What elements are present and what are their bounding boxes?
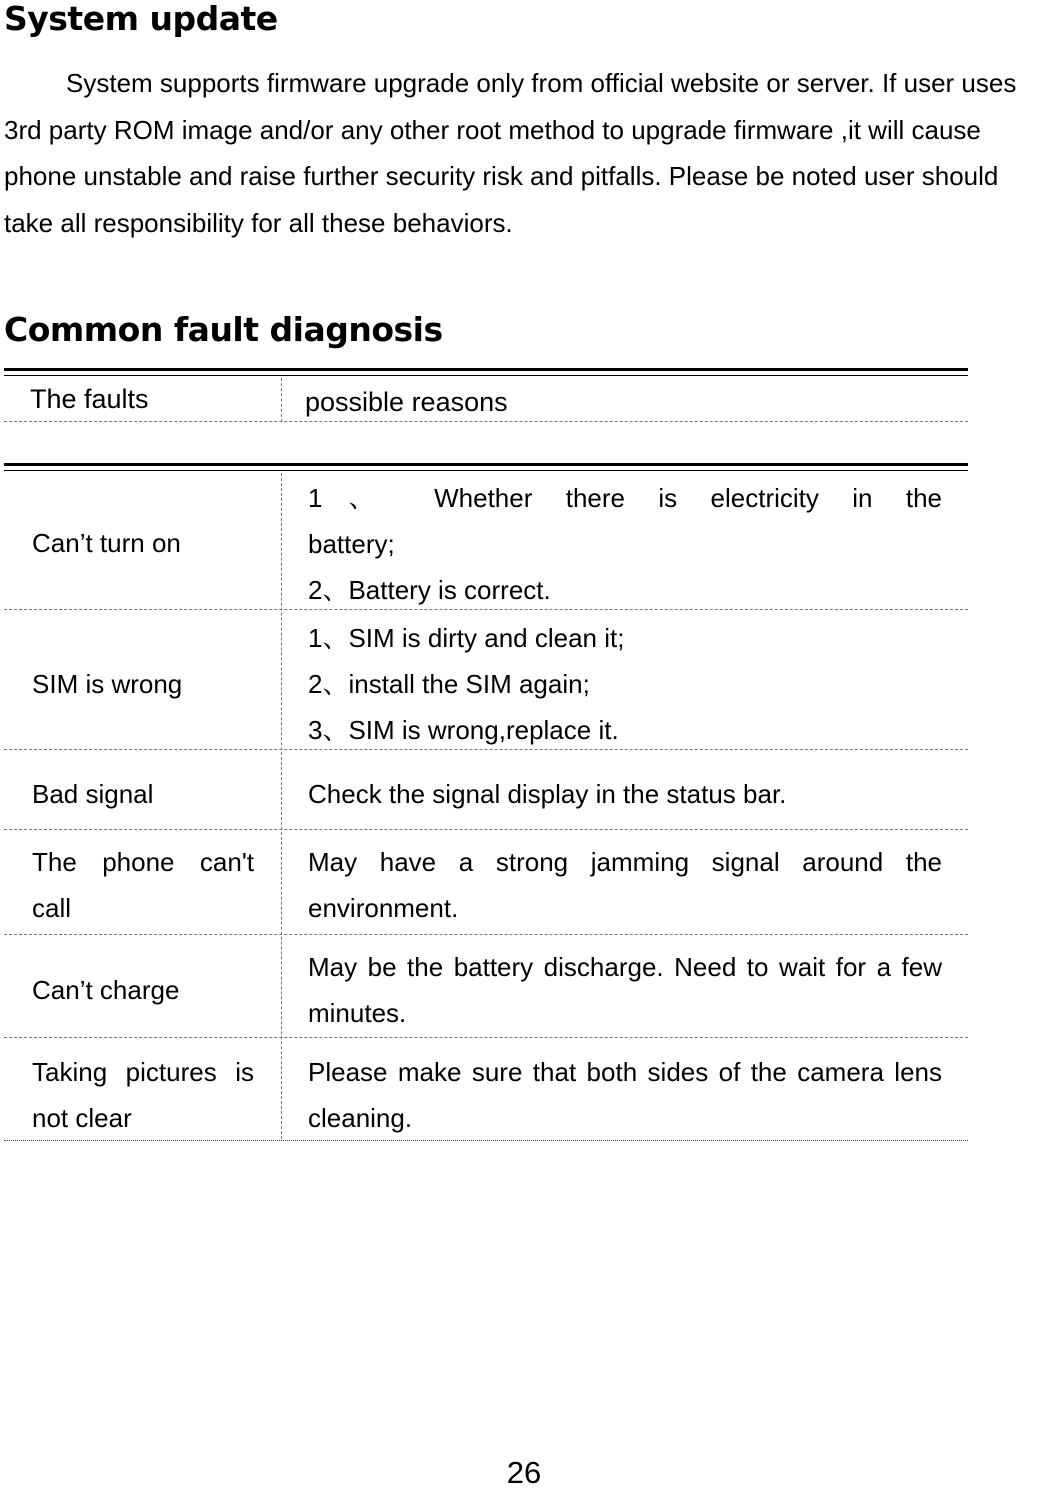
table-row-fault: The phone can't call	[32, 847, 254, 923]
table-row-reasons: 1、 Whether there is electricity in the battery; 2、Battery is correct.	[308, 483, 942, 605]
row-separator	[4, 609, 968, 610]
table-row-fault: Can’t turn on	[32, 528, 181, 558]
header-faults: The faults	[30, 384, 149, 414]
table-top-rule	[4, 368, 968, 371]
table-row-reasons: May be the battery discharge. Need to wait for a few minutes.	[308, 952, 942, 1028]
column-divider	[281, 473, 282, 1139]
header-possible-reasons: possible reasons	[305, 387, 508, 417]
header-bottom-line	[4, 421, 968, 422]
row-separator	[4, 934, 968, 935]
row-separator	[4, 829, 968, 830]
page-number: 26	[506, 1455, 542, 1490]
section-heading-system-update: System update	[4, 0, 278, 38]
table-row-reasons: May have a strong jamming signal around the environment.	[308, 847, 942, 923]
section-heading-fault-diagnosis: Common fault diagnosis	[4, 310, 443, 349]
row-separator	[4, 1037, 968, 1038]
system-update-paragraph: System supports firmware upgrade only from official website or server. If user uses 3rd party ROM image and/or any other root method to upgrade firmware ,it will cause phone unstable and raise further security risk and pitfalls. Please be noted user should take all responsibility for all these behaviors.	[4, 68, 1017, 238]
table-row-fault: Can’t charge	[32, 975, 180, 1005]
table-row-fault: SIM is wrong	[32, 669, 183, 699]
table-row-reasons: Check the signal display in the status bar.	[308, 779, 787, 809]
row-separator	[4, 749, 968, 750]
table-row-reasons: 1、SIM is dirty and clean it; 2、install the SIM again; 3、SIM is wrong,replace it.	[308, 623, 625, 745]
header-divider	[281, 378, 282, 422]
table-row-fault: Bad signal	[32, 779, 154, 809]
table-top-rule-inner	[4, 375, 968, 376]
table-bottom-line	[4, 1140, 968, 1141]
body-top-rule-inner	[4, 470, 968, 471]
table-row-reasons: Please make sure that both sides of the camera lens cleaning.	[308, 1057, 942, 1133]
table-row-fault: Taking pictures is not clear	[32, 1057, 254, 1133]
body-top-rule	[4, 463, 968, 466]
